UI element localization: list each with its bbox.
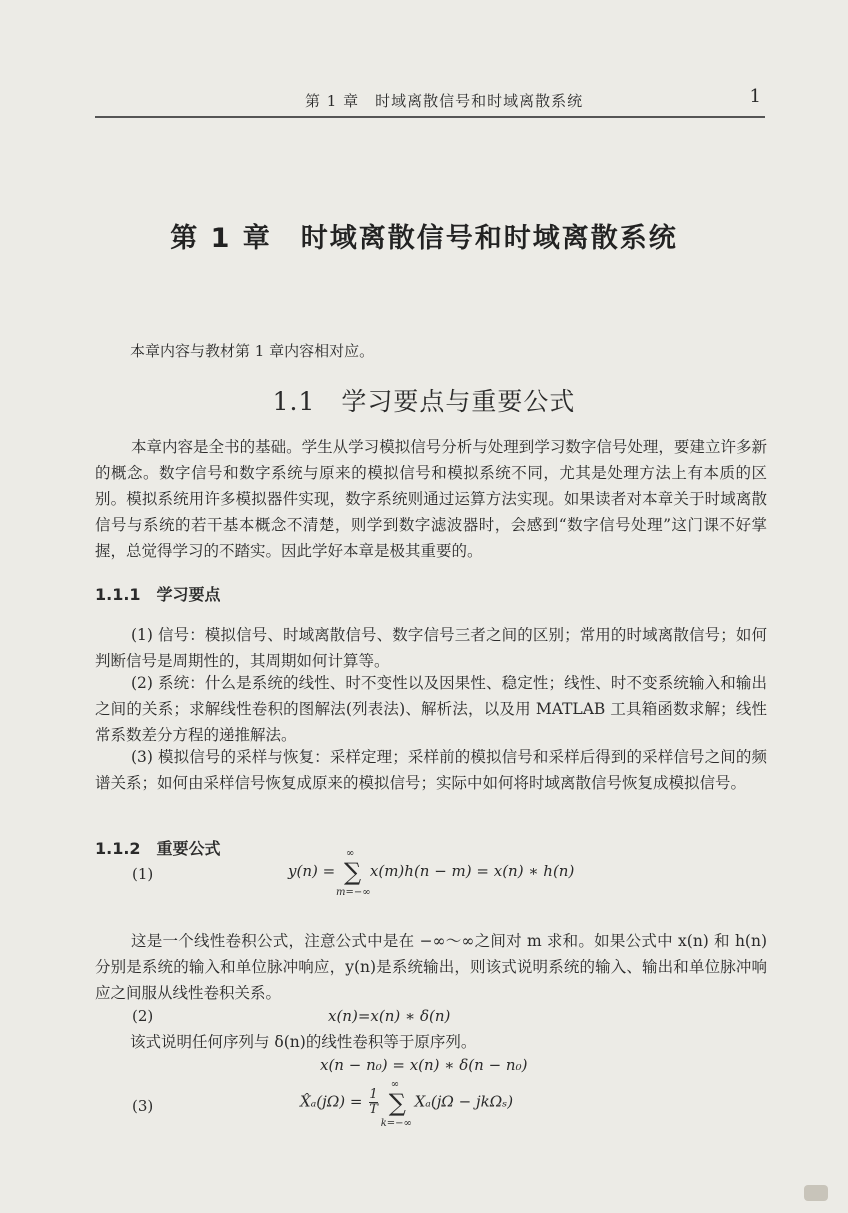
- point-3: (3) 模拟信号的采样与恢复：采样定理；采样前的模拟信号和采样后得到的采样信号之间的频谱关系；如何由采样信号恢复成原来的模拟信号；实际中如何将时域离散信号恢复成模拟信号。: [95, 748, 767, 792]
- fraction: [369, 1088, 378, 1117]
- page-stain: [804, 1185, 828, 1201]
- sum-symbol-3: ∑ ∞ k=−∞: [380, 1078, 412, 1129]
- sum-lower: m=−∞: [335, 887, 371, 898]
- page-number: 1: [749, 86, 761, 107]
- formula-2: x(n)=x(n) ∗ δ(n): [328, 1007, 451, 1025]
- sum-symbol: ∑ ∞ m=−∞: [335, 848, 371, 898]
- fraction-denominator: T: [369, 1102, 378, 1117]
- section-paragraph: 本章内容是全书的基础。学生从学习模拟信号分析与处理到学习数字信号处理，要建立许多新的概念。数字信号和数字系统与原来的模拟信号和模拟系统不同，尤其是处理方法上有本质的区别。模拟系统用许多模拟器件实现，数字系统则通过运算方法实现。如果读者对本章关于时域离散信号与系统的若干基本概念不清楚，则学到数字滤波器时，会感到“数字信号处理”这门课不好掌握，总觉得学习的不踏实。因此学好本章是极其重要的。: [95, 438, 767, 560]
- formula-1-number: (1): [132, 865, 154, 883]
- formula-2b: x(n − n₀) = x(n) ∗ δ(n − n₀): [320, 1056, 528, 1074]
- sum-lower-3: k=−∞: [380, 1117, 412, 1129]
- sum-upper: ∞: [345, 848, 355, 859]
- formula-3-rhs: Xₐ(jΩ − jkΩₛ): [414, 1092, 514, 1111]
- formula-1: [288, 848, 575, 898]
- chapter-title: 第 1 章 时域离散信号和时域离散系统: [170, 223, 678, 254]
- running-title: 第 1 章 时域离散信号和时域离散系统: [305, 92, 584, 110]
- formula-3: [300, 1078, 514, 1129]
- subsection-title-1: 1.1.1 学习要点: [95, 585, 221, 604]
- formula-2-note: 该式说明任何序列与 δ(n)的线性卷积等于原序列。: [130, 1033, 477, 1051]
- formula-3-number: (3): [132, 1097, 154, 1115]
- subsection-title-2: 1.1.2 重要公式: [95, 839, 221, 858]
- formula-1-rhs: x(m)h(n − m) = x(n) ∗ h(n): [369, 862, 575, 880]
- fraction-numerator: 1: [369, 1087, 378, 1102]
- formula-1-note: 这是一个线性卷积公式，注意公式中是在 −∞～∞之间对 m 求和。如果公式中 x(n) 和 h(n)分别是系统的输入和单位脉冲响应，y(n)是系统输出，则该式说明系统的输入、输出和单位脉冲响应之间服从线性卷积关系。: [95, 932, 767, 1002]
- formula-3-lhs: X̂ₐ(jΩ) =: [300, 1092, 363, 1111]
- section-title: 1.1 学习要点与重要公式: [272, 387, 576, 416]
- sum-upper-3: ∞: [390, 1078, 400, 1090]
- running-header: [95, 84, 765, 118]
- formula-1-lhs: y(n) =: [288, 862, 336, 880]
- point-1: (1) 信号：模拟信号、时域离散信号、数字信号三者之间的区别；常用的时域离散信号；如何判断信号是周期性的，其周期如何计算等。: [95, 626, 767, 670]
- intro-text: 本章内容与教材第 1 章内容相对应。: [130, 342, 375, 360]
- point-2: (2) 系统：什么是系统的线性、时不变性以及因果性、稳定性；线性、时不变系统输入和输出之间的关系；求解线性卷积的图解法(列表法)、解析法，以及用 MATLAB 工具箱函数求解；线性常系数差分方程的递推解法。: [95, 674, 767, 744]
- formula-2-number: (2): [132, 1007, 154, 1025]
